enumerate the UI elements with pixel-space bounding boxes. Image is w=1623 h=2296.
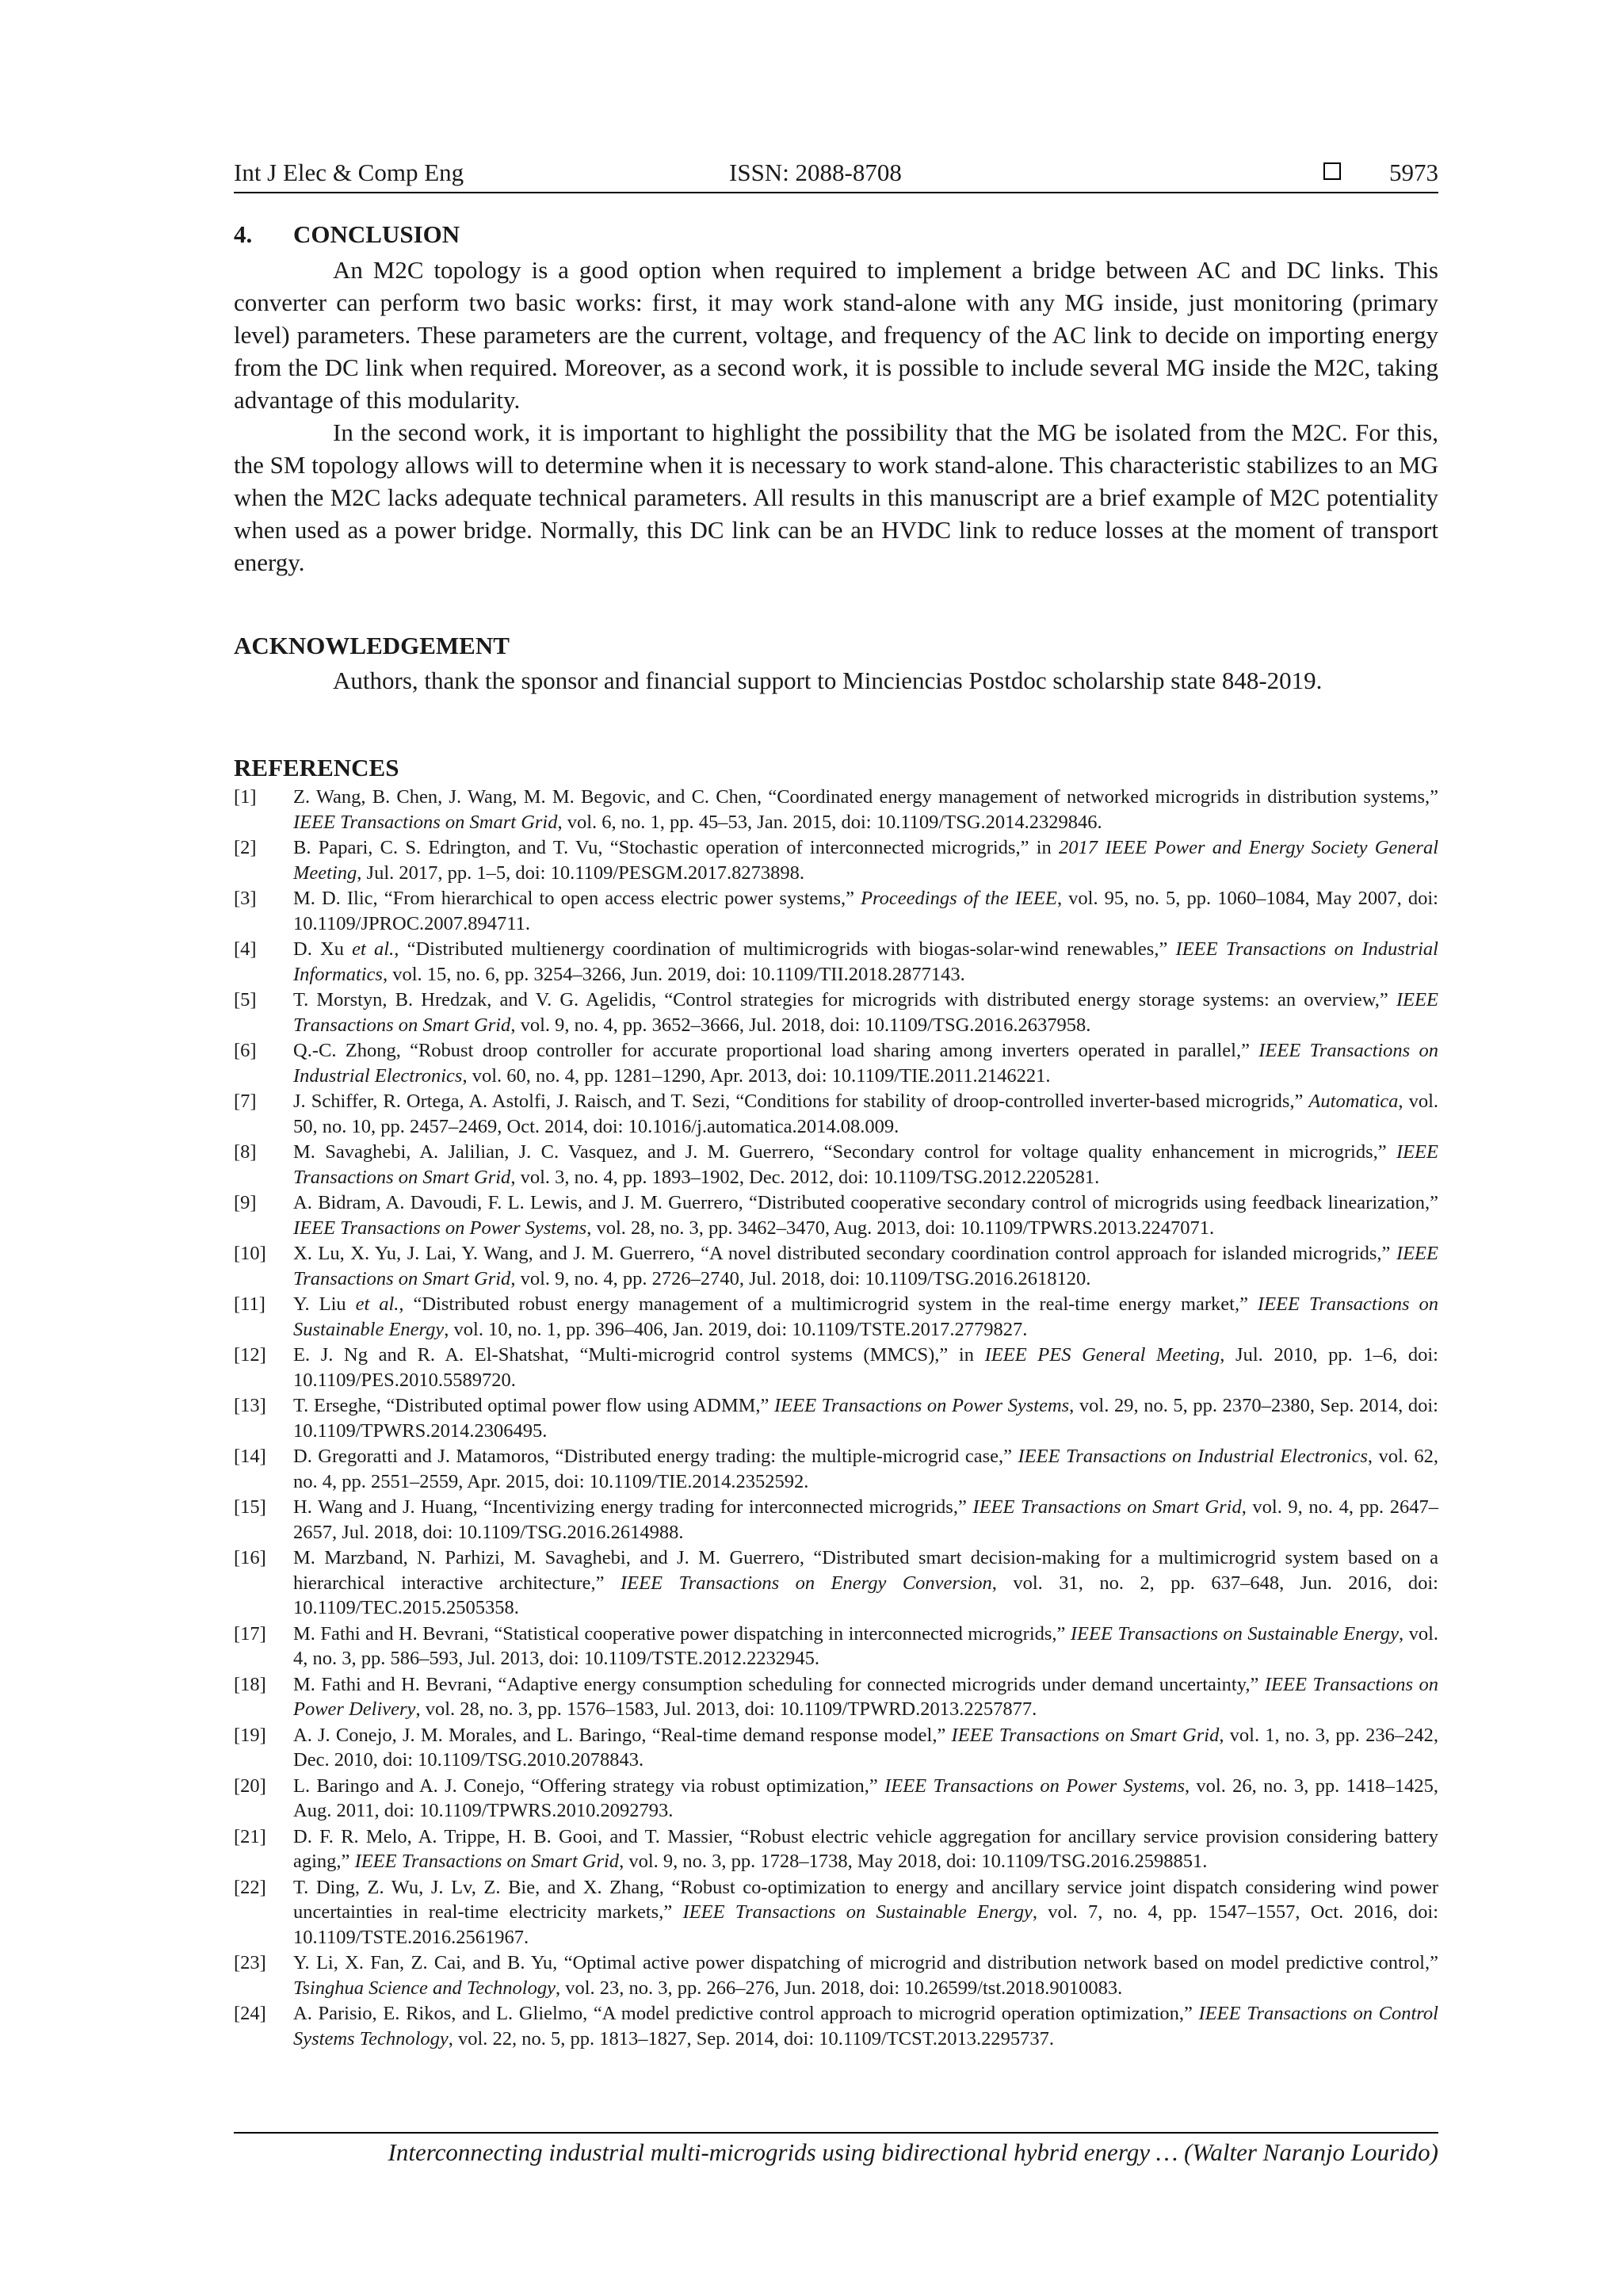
reference-details: , vol. 9, no. 4, pp. 2647–2657, Jul. 2018, doi: 10.1109/TSG.2016.2614988. xyxy=(293,1496,1438,1543)
reference-details: , vol. 9, no. 4, pp. 3652–3666, Jul. 2018, doi: 10.1109/TSG.2016.2637958. xyxy=(510,1014,1091,1036)
reference-number: [17] xyxy=(234,1622,266,1645)
reference-text: , “Distributed multienergy coordination of multimicrogrids with biogas-solar-wind renewables,” xyxy=(394,938,1176,960)
reference-details: , vol. 60, no. 4, pp. 1281–1290, Apr. 2013, doi: 10.1109/TIE.2011.2146221. xyxy=(462,1064,1051,1087)
running-footer: Interconnecting industrial multi-microgrids using bidirectional hybrid energy … (Walter Naranjo Lourido) xyxy=(388,2138,1438,2166)
reference-number: [24] xyxy=(234,2003,266,2024)
reference-text: X. Lu, X. Yu, J. Lai, Y. Wang, and J. M. Guerrero, “A novel distributed secondary coordination control approach for islanded microgrids,” xyxy=(293,1243,1396,1264)
reference-text: Y. Li, X. Fan, Z. Cai, and B. Yu, “Optimal active power dispatching of microgrid and distribution network based on model predictive control,” xyxy=(293,1952,1438,1973)
reference-text: D. F. R. Melo, A. Trippe, H. B. Gooi, and T. Massier, “Robust electric vehicle aggregation for ancillary service provision considering battery aging,” xyxy=(293,1825,1438,1872)
conclusion-paragraph-2: In the second work, it is important to highlight the possibility that the MG be isolated from the M2C. For this, the SM topology allows will to determine when it is necessary to work stand-alone. This characteristic stabilizes to an MG when the M2C lacks adequate technical parameters. All results in this manuscript are a brief example of M2C potentiality when used as a power bridge. Normally, this DC link can be an HVDC link to reduce losses at the moment of transport energy. xyxy=(234,418,1438,576)
journal-name: Int J Elec & Comp Eng xyxy=(234,159,464,186)
reference-number: [20] xyxy=(234,1775,266,1797)
reference-et-al: et al. xyxy=(352,938,395,960)
reference-details: , vol. 15, no. 6, pp. 3254–3266, Jun. 2019, doi: 10.1109/TII.2018.2877143. xyxy=(382,963,965,985)
reference-venue: IEEE Transactions on Smart Grid xyxy=(951,1724,1220,1746)
reference-details: , vol. 29, no. 5, pp. 2370–2380, Sep. 2014, doi: 10.1109/TPWRS.2014.2306495. xyxy=(293,1395,1438,1442)
reference-number: [10] xyxy=(234,1243,266,1264)
reference-details: , vol. 6, no. 1, pp. 45–53, Jan. 2015, doi: 10.1109/TSG.2014.2329846. xyxy=(557,811,1102,833)
reference-venue: IEEE Transactions on Power Systems xyxy=(884,1775,1185,1797)
reference-item xyxy=(234,1241,1438,1291)
reference-venue: IEEE Transactions on Smart Grid xyxy=(972,1496,1242,1518)
reference-number: [2] xyxy=(234,837,257,858)
reference-venue: Tsinghua Science and Technology xyxy=(293,1977,556,1999)
reference-venue: Automatica xyxy=(1308,1091,1399,1112)
reference-number: [11] xyxy=(234,1293,265,1315)
reference-item xyxy=(234,937,1438,987)
reference-text: D. Xu xyxy=(293,938,353,960)
reference-text: T. Erseghe, “Distributed optimal power flow using ADMM,” xyxy=(293,1395,775,1416)
reference-text: J. Schiffer, R. Ortega, A. Astolfi, J. Raisch, and T. Sezi, “Conditions for stability of droop-controlled inverter-based microgrids,” xyxy=(293,1091,1309,1112)
reference-et-al: et al. xyxy=(355,1293,399,1315)
reference-venue: IEEE Transactions on Smart Grid xyxy=(354,1851,620,1872)
reference-text: , “Distributed robust energy management of a multimicrogrid system in the real-time energy market,” xyxy=(399,1293,1258,1315)
reference-text: M. Fathi and H. Bevrani, “Adaptive energy consumption scheduling for connected microgrids under demand uncertainty,” xyxy=(293,1673,1265,1695)
reference-text: Y. Liu xyxy=(293,1293,356,1315)
acknowledgement-text: Authors, thank the sponsor and financial support to Minciencias Postdoc scholarship state 848-2019. xyxy=(333,667,1323,694)
reference-venue: IEEE PES General Meeting xyxy=(984,1344,1220,1366)
reference-details: , vol. 95, no. 5, pp. 1060–1084, May 2007, doi: 10.1109/JPROC.2007.894711. xyxy=(293,888,1438,934)
reference-item xyxy=(234,1774,1438,1824)
reference-item xyxy=(234,1495,1438,1545)
reference-number: [16] xyxy=(234,1547,266,1568)
reference-number: [19] xyxy=(234,1724,266,1746)
reference-text: A. J. Conejo, J. M. Morales, and L. Baringo, “Real-time demand response model,” xyxy=(293,1724,952,1746)
reference-details: , vol. 31, no. 2, pp. 637–648, Jun. 2016, doi: 10.1109/TEC.2015.2505358. xyxy=(293,1572,1438,1618)
reference-text: L. Baringo and A. J. Conejo, “Offering strategy via robust optimization,” xyxy=(293,1775,885,1797)
reference-text: M. Savaghebi, A. Jalilian, J. C. Vasquez, and J. M. Guerrero, “Secondary control for voltage quality enhancement in microgrids,” xyxy=(293,1141,1396,1163)
reference-number: [23] xyxy=(234,1952,266,1973)
reference-venue: IEEE Transactions on Industrial Informatics xyxy=(293,938,1438,985)
reference-number: [7] xyxy=(234,1091,257,1112)
page-number: 5973 xyxy=(1389,159,1438,186)
reference-text: M. Marzband, N. Parhizi, M. Savaghebi, and J. M. Guerrero, “Distributed smart decision-making for a multimicrogrid system based on a hierarchical interactive architecture,” xyxy=(293,1547,1438,1594)
reference-venue: IEEE Transactions on Industrial Electronics xyxy=(1018,1446,1368,1467)
issn: ISSN: 2088-8708 xyxy=(729,159,902,186)
reference-text: D. Gregoratti and J. Matamoros, “Distributed energy trading: the multiple-microgrid case,” xyxy=(293,1446,1018,1467)
reference-details: , vol. 7, no. 4, pp. 1547–1557, Oct. 2016, doi: 10.1109/TSTE.2016.2561967. xyxy=(293,1901,1438,1948)
reference-details: , vol. 9, no. 4, pp. 2726–2740, Jul. 2018, doi: 10.1109/TSG.2016.2618120. xyxy=(510,1267,1091,1289)
reference-text: T. Morstyn, B. Hredzak, and V. G. Agelidis, “Control strategies for microgrids with distributed energy storage systems: an overview,” xyxy=(293,989,1396,1010)
reference-details: , Jul. 2017, pp. 1–5, doi: 10.1109/PESGM.2017.8273898. xyxy=(357,861,804,884)
reference-number: [3] xyxy=(234,888,257,909)
reference-number: [13] xyxy=(234,1395,266,1416)
reference-item xyxy=(234,785,1438,835)
reference-item xyxy=(234,1723,1438,1773)
reference-item xyxy=(234,1140,1438,1190)
reference-list xyxy=(234,785,1438,2052)
reference-venue: IEEE Transactions on Industrial Electronics xyxy=(293,1040,1438,1087)
reference-text: Z. Wang, B. Chen, J. Wang, M. M. Begovic, and C. Chen, “Coordinated energy management of networked microgrids in distribution systems,” xyxy=(293,786,1438,808)
reference-details: , vol. 23, no. 3, pp. 266–276, Jun. 2018, doi: 10.26599/tst.2018.9010083. xyxy=(555,1977,1123,1999)
reference-details: , vol. 3, no. 4, pp. 1893–1902, Dec. 2012, doi: 10.1109/TSG.2012.2205281. xyxy=(510,1166,1100,1188)
reference-item xyxy=(234,2001,1438,2051)
reference-details: , vol. 9, no. 3, pp. 1728–1738, May 2018, doi: 10.1109/TSG.2016.2598851. xyxy=(619,1851,1208,1872)
reference-details: , vol. 28, no. 3, pp. 3462–3470, Aug. 2013, doi: 10.1109/TPWRS.2013.2247071. xyxy=(586,1217,1215,1239)
reference-details: , vol. 10, no. 1, pp. 396–406, Jan. 2019, doi: 10.1109/TSTE.2017.2779827. xyxy=(444,1318,1028,1340)
reference-number: [22] xyxy=(234,1876,266,1898)
reference-text: Q.-C. Zhong, “Robust droop controller for accurate proportional load sharing among inverters operated in parallel,” xyxy=(293,1040,1259,1061)
reference-item xyxy=(234,1545,1438,1621)
reference-number: [1] xyxy=(234,786,257,808)
reference-item xyxy=(234,1824,1438,1874)
reference-details: , vol. 50, no. 10, pp. 2457–2469, Oct. 2014, doi: 10.1016/j.automatica.2014.08.009. xyxy=(293,1091,1438,1137)
reference-item xyxy=(234,1190,1438,1240)
section-number: 4. xyxy=(234,220,253,248)
reference-venue: Proceedings of the IEEE xyxy=(861,888,1057,909)
reference-venue: IEEE Transactions on Sustainable Energy xyxy=(1070,1622,1399,1645)
reference-details: , vol. 22, no. 5, pp. 1813–1827, Sep. 2014, doi: 10.1109/TCST.2013.2295737. xyxy=(448,2027,1055,2050)
checkbox-square-icon xyxy=(1323,162,1341,180)
reference-text: A. Parisio, E. Rikos, and L. Glielmo, “A model predictive control approach to microgrid operation optimization,” xyxy=(293,2003,1199,2024)
reference-number: [4] xyxy=(234,938,257,960)
reference-number: [14] xyxy=(234,1446,266,1467)
reference-venue: IEEE Transactions on Power Systems xyxy=(293,1217,587,1239)
running-header xyxy=(234,155,1438,193)
conclusion-heading xyxy=(234,220,460,249)
reference-item xyxy=(234,835,1438,885)
reference-number: [21] xyxy=(234,1825,266,1847)
reference-venue: IEEE Transactions on Smart Grid xyxy=(293,1243,1438,1289)
reference-number: [5] xyxy=(234,989,257,1010)
reference-text: M. D. Ilic, “From hierarchical to open access electric power systems,” xyxy=(293,888,861,909)
section-title: CONCLUSION xyxy=(293,220,460,248)
reference-item xyxy=(234,1950,1438,2000)
reference-item xyxy=(234,1875,1438,1950)
reference-details: , vol. 28, no. 3, pp. 1576–1583, Jul. 2013, doi: 10.1109/TPWRD.2013.2257877. xyxy=(415,1698,1037,1720)
reference-item xyxy=(234,1672,1438,1722)
reference-text: B. Papari, C. S. Edrington, and T. Vu, “Stochastic operation of interconnected microgrids,” in xyxy=(293,837,1059,858)
reference-item xyxy=(234,1444,1438,1494)
reference-text: M. Fathi and H. Bevrani, “Statistical cooperative power dispatching in interconnected microgrids,” xyxy=(293,1622,1071,1645)
reference-item xyxy=(234,1089,1438,1139)
reference-venue: IEEE Transactions on Sustainable Energy xyxy=(293,1293,1438,1340)
reference-item xyxy=(234,1343,1438,1392)
reference-venue: IEEE Transactions on Smart Grid xyxy=(293,1141,1438,1188)
reference-venue: IEEE Transactions on Control Systems Technology xyxy=(293,2003,1438,2050)
reference-details: , vol. 26, no. 3, pp. 1418–1425, Aug. 2011, doi: 10.1109/TPWRS.2010.2092793. xyxy=(293,1775,1438,1821)
references-heading: REFERENCES xyxy=(234,754,399,781)
reference-number: [12] xyxy=(234,1344,266,1366)
reference-text: T. Ding, Z. Wu, J. Lv, Z. Bie, and X. Zhang, “Robust co-optimization to energy and ancillary service joint dispatch considering wind power uncertainties in real-time electricity markets,” xyxy=(293,1876,1438,1923)
reference-number: [9] xyxy=(234,1192,257,1213)
reference-details: , Jul. 2010, pp. 1–6, doi: 10.1109/PES.2010.5589720. xyxy=(293,1344,1438,1391)
reference-item xyxy=(234,1393,1438,1443)
reference-venue: IEEE Transactions on Sustainable Energy xyxy=(682,1901,1033,1923)
reference-item xyxy=(234,886,1438,936)
reference-venue: 2017 IEEE Power and Energy Society General Meeting xyxy=(293,837,1439,884)
footer-rule xyxy=(234,2132,1438,2134)
reference-item xyxy=(234,1622,1438,1671)
reference-venue: IEEE Transactions on Smart Grid xyxy=(293,811,558,833)
reference-number: [18] xyxy=(234,1673,266,1695)
reference-venue: IEEE Transactions on Power Delivery xyxy=(293,1673,1438,1720)
reference-details: , vol. 1, no. 3, pp. 236–242, Dec. 2010, doi: 10.1109/TSG.2010.2078843. xyxy=(293,1724,1438,1771)
reference-number: [8] xyxy=(234,1141,257,1163)
reference-venue: IEEE Transactions on Energy Conversion xyxy=(620,1572,992,1594)
reference-details: , vol. 62, no. 4, pp. 2551–2559, Apr. 2015, doi: 10.1109/TIE.2014.2352592. xyxy=(293,1446,1438,1492)
reference-item xyxy=(234,988,1438,1037)
reference-text: E. J. Ng and R. A. El-Shatshat, “Multi-microgrid control systems (MMCS),” in xyxy=(293,1344,985,1366)
reference-item xyxy=(234,1038,1438,1088)
reference-venue: IEEE Transactions on Smart Grid xyxy=(293,989,1438,1036)
reference-number: [6] xyxy=(234,1040,257,1061)
reference-venue: IEEE Transactions on Power Systems xyxy=(774,1395,1070,1416)
reference-text: A. Bidram, A. Davoudi, F. L. Lewis, and J. M. Guerrero, “Distributed cooperative secondary control of microgrids using feedback linearization,” xyxy=(293,1192,1438,1213)
reference-text: H. Wang and J. Huang, “Incentivizing energy trading for interconnected microgrids,” xyxy=(293,1496,973,1518)
reference-details: , vol. 4, no. 3, pp. 586–593, Jul. 2013, doi: 10.1109/TSTE.2012.2232945. xyxy=(293,1622,1439,1669)
reference-number: [15] xyxy=(234,1496,266,1518)
reference-item xyxy=(234,1292,1438,1342)
conclusion-paragraph-1: An M2C topology is a good option when required to implement a bridge between AC and DC links. This converter can perform two basic works: first, it may work stand-alone with any MG inside, just monitoring (primary level) parameters. These parameters are the current, voltage, and frequency of the AC link to decide on importing energy from the DC link when required. Moreover, as a second work, it is possible to include several MG inside the M2C, taking advantage of this modularity. xyxy=(234,256,1438,414)
acknowledgement-heading: ACKNOWLEDGEMENT xyxy=(234,632,510,659)
